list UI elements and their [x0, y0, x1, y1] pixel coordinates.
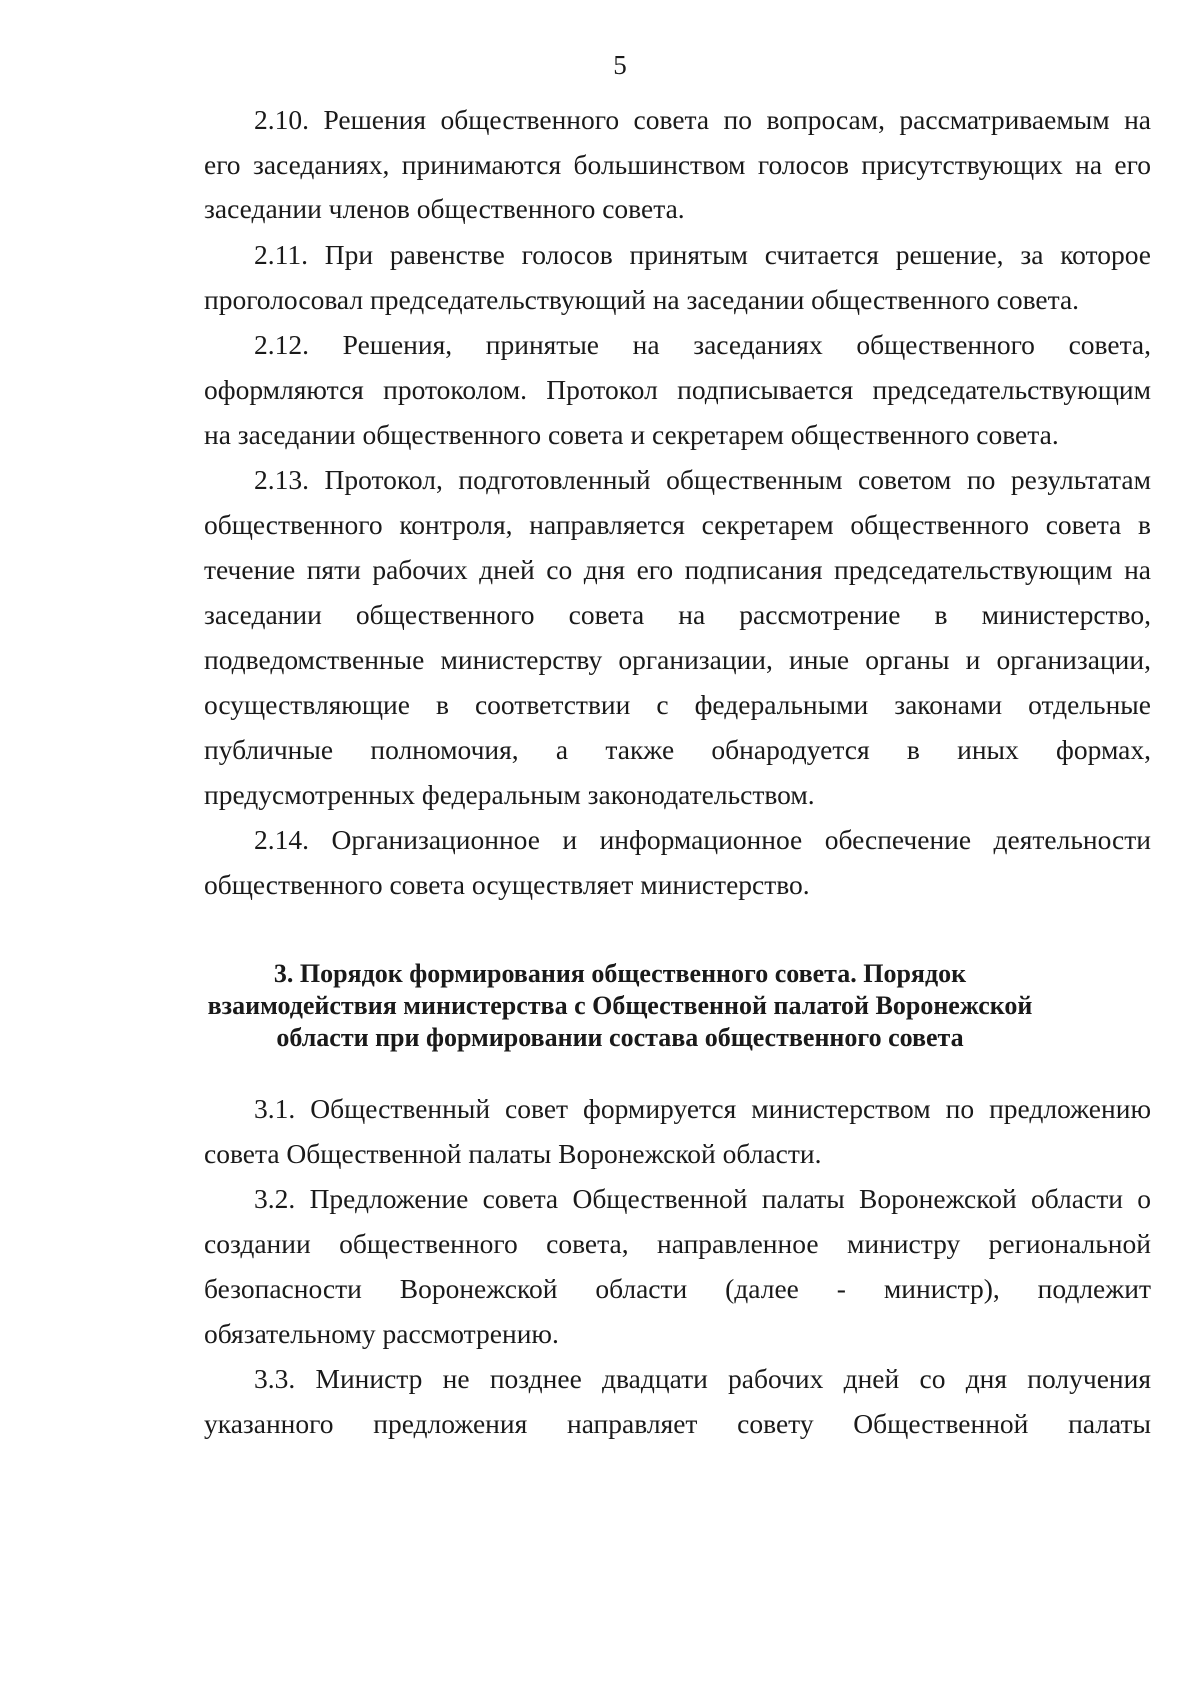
section-heading-line: 3. Порядок формирования общественного совета. Порядок [273, 959, 967, 988]
section-heading-line: взаимодействия министерства с Общественной палатой Воронежской [207, 991, 1033, 1020]
paragraph-2-13-line: публичные полномочия, а также обнародуется в иных формах, [204, 734, 1151, 765]
paragraph-2-10-line: его заседаниях, принимаются большинством голосов присутствующих на его [204, 149, 1151, 180]
paragraph-2-13-line: подведомственные министерству организации, иные органы и организации, [204, 644, 1151, 675]
paragraph-2-10-line: заседании членов общественного совета. [204, 193, 685, 224]
paragraph-2-12-line: 2.12. Решения, принятые на заседаниях общественного совета, [254, 329, 1151, 360]
paragraph-2-13-line: предусмотренных федеральным законодательством. [204, 779, 815, 810]
paragraph-3-1-line: 3.1. Общественный совет формируется министерством по предложению [254, 1093, 1151, 1124]
paragraph-2-13-line: 2.13. Протокол, подготовленный общественным советом по результатам [254, 464, 1151, 495]
paragraph-2-12-line: на заседании общественного совета и секретарем общественного совета. [204, 419, 1059, 450]
section-heading-line: области при формировании состава общественного совета [276, 1023, 964, 1052]
paragraph-3-1-line: совета Общественной палаты Воронежской области. [204, 1138, 822, 1169]
page-number: 5 [613, 50, 627, 80]
paragraph-2-14-line: 2.14. Организационное и информационное обеспечение деятельности [254, 824, 1151, 855]
paragraph-3-2-line: безопасности Воронежской области (далее - министр), подлежит [204, 1273, 1151, 1304]
paragraph-3-3-line: 3.3. Министр не позднее двадцати рабочих дней со дня получения [254, 1363, 1151, 1394]
paragraph-3-2-line: создании общественного совета, направленное министру региональной [204, 1228, 1151, 1259]
paragraph-2-11-line: 2.11. При равенстве голосов принятым считается решение, за которое [254, 239, 1151, 270]
paragraph-2-13-line: осуществляющие в соответствии с федеральными законами отдельные [204, 689, 1151, 720]
paragraph-2-13-line: общественного контроля, направляется секретарем общественного совета в [204, 509, 1151, 540]
paragraph-2-13-line: течение пяти рабочих дней со дня его подписания председательствующим на [204, 554, 1151, 585]
paragraph-2-13-line: заседании общественного совета на рассмотрение в министерство, [204, 599, 1151, 630]
paragraph-3-3-line: указанного предложения направляет совету Общественной палаты [204, 1408, 1151, 1439]
paragraph-2-11-line: проголосовал председательствующий на заседании общественного совета. [204, 284, 1080, 315]
paragraph-2-14-line: общественного совета осуществляет министерство. [204, 869, 810, 900]
paragraph-2-10-line: 2.10. Решения общественного совета по вопросам, рассматриваемым на [254, 104, 1151, 135]
paragraph-3-2-line: 3.2. Предложение совета Общественной палаты Воронежской области о [254, 1183, 1151, 1214]
paragraph-3-2-line: обязательному рассмотрению. [204, 1318, 559, 1349]
paragraph-2-12-line: оформляются протоколом. Протокол подписывается председательствующим [204, 374, 1151, 405]
